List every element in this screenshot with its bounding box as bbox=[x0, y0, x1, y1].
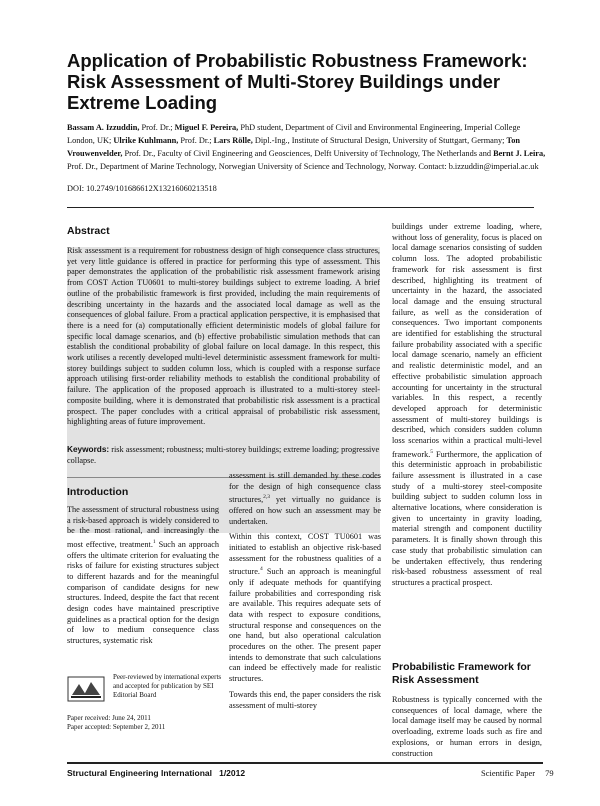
author-affiliation: Prof. Dr.; bbox=[178, 136, 214, 145]
author-name: Bassam A. Izzuddin, bbox=[67, 123, 140, 132]
seI-logo-icon bbox=[67, 676, 105, 702]
paragraph: Towards this end, the paper considers the risk assessment of multi-storey bbox=[229, 689, 381, 710]
doi: DOI: 10.2749/101686612X13216060213518 bbox=[67, 184, 217, 193]
paragraph: Within this context, COST TU0601 was initiated to establish an objective risk-based assessment for the robustness qualities of a structure.$^4$ Such an approach is meaningful only if adequate methods for quantifying failure probabilities and corresponding risk are available. This requires adequate sets of data with respect to exposure conditions, structural response and consequences on the one hand, but also operational calculation procedures on the other. The present paper intends to demonstrate that such calculations can indeed be effectively made for realistic structures. bbox=[229, 532, 381, 684]
intro-column bbox=[67, 505, 219, 652]
peer-review-text: Peer-reviewed by international experts and accepted for publication by SEI Editorial Board bbox=[113, 673, 222, 699]
middle-column bbox=[229, 471, 381, 716]
footer-page-info bbox=[481, 768, 554, 778]
author-affiliation: Prof. Dr., Department of Marine Technology, Norwegian University of Science and Technology, Norway. Contact: b.izzuddin@imperial.ac.uk bbox=[67, 162, 539, 171]
author-name: Ton Vrouwenvelder, bbox=[67, 136, 521, 158]
paragraph: The assessment of structural robustness using a risk-based approach is widely considered to be the most rational, and increasingly the most effective, treatment.$^1$ Such an approach offers the ultimate criterion for evaluating the risks of failure for existing structures subject to different hazards and for the meaningful comparison of candidate designs for new structures. Indeed, despite the fact that recent design codes have maintained prescriptive guidelines as a practical option for the design of low to medium consequence class structures, systematic risk bbox=[67, 505, 219, 646]
journal-name: Structural Engineering International bbox=[67, 768, 212, 778]
paper-title: Application of Probabilistic Robustness Framework: Risk Assessment of Multi-Storey Buildings under Extreme Loading bbox=[67, 50, 528, 113]
keywords bbox=[67, 445, 380, 466]
right-column-continued bbox=[392, 695, 542, 764]
author-affiliation: PhD student, Department of Civil and Environmental Engineering, Imperial College London, UK; bbox=[67, 123, 521, 145]
right-column bbox=[392, 222, 542, 594]
author-name: Lars Rölle, bbox=[213, 136, 253, 145]
abstract-text: Risk assessment is a requirement for robustness design of high consequence class structures, yet very little guidance is offered in practice for performing this type of assessment. This paper demonstrates the application of the probabilistic risk assessment framework arising from COST Action TU0601 to multi-storey buildings subject to extreme loading. A brief outline of the probabilistic framework is first provided, including the main requirements of describing uncertainty in the hazards and the associated local damage as well as the consequences of global failure. From a practical application perspective, it is emphasised that there is a need for (a) computationally efficient deterministic models of global failure for specific local damage scenarios, and (b) effective probabilistic simulation methods that can establish the conditional probability of global failure on local damage. In this respect, this work utilises a recently developed multi-level deterministic assessment framework for multi-storey buildings subject to sudden column loss, which is coupled with a response surface approach utilising first-order reliability methods to establish the conditional probability of failure. The application of the proposed approach is illustrated to a multi-storey steel-composite building, where it is demonstrated that probabilistic risk assessment is a practical prospect. The paper concludes with a critical appraisal of probabilistic risk assessment, highlighting areas of future improvement. bbox=[67, 246, 380, 427]
author-name: Bernt J. Leira, bbox=[493, 149, 546, 158]
accepted-date: Paper accepted: September 2, 2011 bbox=[67, 723, 166, 731]
page-number: 79 bbox=[545, 768, 554, 778]
abstract-heading: Abstract bbox=[67, 225, 110, 237]
keywords-label: Keywords: bbox=[67, 445, 110, 454]
paragraph: Robustness is typically concerned with the consequences of local damage, where the local damage itself may be caused by normal overloading, extreme loads such as fire and explosions, or human errors in design, construction bbox=[392, 695, 542, 758]
author-name: Ulrike Kuhlmann, bbox=[113, 136, 179, 145]
author-affiliation: Dipl.-Ing., Institute of Structural Design, University of Stuttgart, Germany; bbox=[252, 136, 507, 145]
paragraph: buildings under extreme loading, where, without loss of generality, focus is placed on local damage scenarios consisting of sudden column loss. The adopted probabilistic framework for risk assessment is first described, highlighting its treatment of uncertainty in the hazard, the associated local damage and the ensuing structural failure, as well as the consideration of consequences. Two important components are identified for establishing the structural failure probability associated with a specific local damage scenario, namely an efficient and realistic deterministic model, and an effective probabilistic simulation approach accounting for uncertainty in the structural variables. In this respect, a recently developed approach for deterministic assessment of multi-storey buildings is described, which considers sudden column loss scenarios within a practical multi-level framework.$^5$ Furthermore, the application of this deterministic approach in probabilistic failure assessment is illustrated in a case study of a multi-storey steel-composite building subject to sudden column loss in alternative locations, where consideration is given to uncertainty in gravity loading, material strength and component ductility parameters. It is finally shown through this case study that probabilistic simulation can be undertaken effectively, thus rendering risk-based robustness assessment of real structures a practical prospect. bbox=[392, 222, 542, 587]
probabilistic-framework-heading: Probabilistic Framework for Risk Assessment bbox=[392, 661, 531, 686]
author-affiliation: Prof. Dr., Faculty of Civil Engineering and Geosciences, Delft University of Technology, The Netherlands and bbox=[122, 149, 494, 158]
paper-dates bbox=[67, 714, 165, 732]
peer-review-note bbox=[67, 673, 222, 707]
article-type: Scientific Paper bbox=[481, 768, 536, 778]
author-name: Miguel F. Pereira, bbox=[174, 123, 239, 132]
author-affiliation: Prof. Dr.; bbox=[139, 123, 175, 132]
keywords-list: risk assessment; robustness; multi-storey buildings; extreme loading; progressive collapse. bbox=[67, 445, 380, 465]
paragraph: assessment is still demanded by these codes for the design of high consequence class structures,$^{2,3}$ yet virtually no guidance is offered on how such an assessment may be undertaken. bbox=[229, 471, 381, 526]
author-block bbox=[67, 121, 547, 173]
footer-divider bbox=[67, 762, 543, 764]
received-date: Paper received: June 24, 2011 bbox=[67, 714, 151, 722]
header-divider bbox=[67, 207, 534, 208]
footer-journal bbox=[67, 768, 245, 778]
journal-issue: 1/2012 bbox=[219, 768, 246, 778]
introduction-heading: Introduction bbox=[67, 486, 129, 498]
